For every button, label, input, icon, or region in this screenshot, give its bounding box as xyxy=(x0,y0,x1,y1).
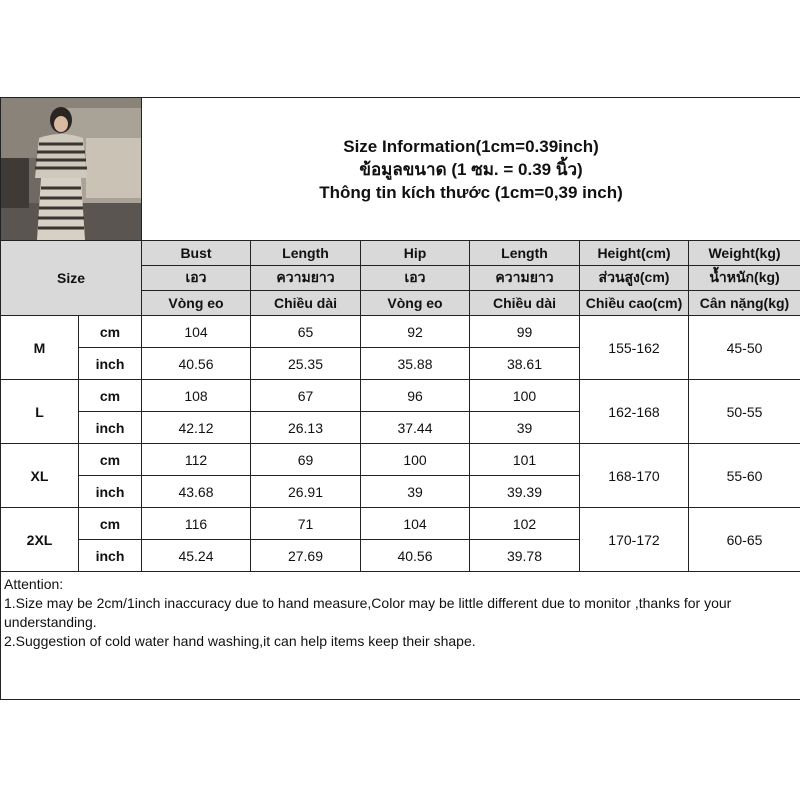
measure-cm: 96 xyxy=(361,380,470,412)
measure-inch: 26.91 xyxy=(251,476,361,508)
measure-inch: 40.56 xyxy=(361,540,470,572)
measure-cm: 104 xyxy=(142,316,251,348)
size-label: L xyxy=(1,380,79,444)
weight-range: 45-50 xyxy=(689,316,800,380)
height-range: 162-168 xyxy=(580,380,689,444)
notes-heading: Attention: xyxy=(4,576,64,592)
height-range: 170-172 xyxy=(580,508,689,572)
title-vietnamese: Thông tin kích thước (1cm=0,39 inch) xyxy=(319,182,623,202)
measure-cm: 101 xyxy=(470,444,580,476)
col-header-vi: Chiều dài xyxy=(251,291,361,316)
weight-range: 55-60 xyxy=(689,444,800,508)
measure-inch: 43.68 xyxy=(142,476,251,508)
col-header-th: ส่วนสูง(cm) xyxy=(580,266,689,291)
col-header-th: ความยาว xyxy=(470,266,580,291)
measure-inch: 39.39 xyxy=(470,476,580,508)
col-header-en: Length xyxy=(470,241,580,266)
col-header-th: เอว xyxy=(142,266,251,291)
title-english: Size Information(1cm=0.39inch) xyxy=(343,136,599,156)
measure-inch: 39 xyxy=(361,476,470,508)
measure-inch: 39 xyxy=(470,412,580,444)
measure-cm: 104 xyxy=(361,508,470,540)
weight-range: 50-55 xyxy=(689,380,800,444)
unit-label-inch: inch xyxy=(79,476,142,508)
title-block xyxy=(142,98,800,241)
col-header-th: ความยาว xyxy=(251,266,361,291)
unit-label-cm: cm xyxy=(79,316,142,348)
weight-range: 60-65 xyxy=(689,508,800,572)
unit-label-cm: cm xyxy=(79,508,142,540)
unit-label-cm: cm xyxy=(79,444,142,476)
col-header-en: Weight(kg) xyxy=(689,241,800,266)
col-header-th: เอว xyxy=(361,266,470,291)
measure-inch: 37.44 xyxy=(361,412,470,444)
title-thai: ข้อมูลขนาด (1 ซม. = 0.39 นิ้ว) xyxy=(359,159,583,179)
size-chart xyxy=(0,97,800,703)
measure-cm: 100 xyxy=(470,380,580,412)
measure-inch: 42.12 xyxy=(142,412,251,444)
unit-label-cm: cm xyxy=(79,380,142,412)
col-header-vi: Vòng eo xyxy=(361,291,470,316)
measure-cm: 100 xyxy=(361,444,470,476)
measure-inch: 40.56 xyxy=(142,348,251,380)
col-header-th: น้ำหนัก(kg) xyxy=(689,266,800,291)
col-header-vi: Chiều dài xyxy=(470,291,580,316)
measure-cm: 65 xyxy=(251,316,361,348)
col-header-vi: Vòng eo xyxy=(142,291,251,316)
unit-label-inch: inch xyxy=(79,540,142,572)
height-range: 155-162 xyxy=(580,316,689,380)
measure-cm: 92 xyxy=(361,316,470,348)
measure-cm: 112 xyxy=(142,444,251,476)
product-photo xyxy=(1,98,141,240)
col-header-en: Length xyxy=(251,241,361,266)
measure-inch: 25.35 xyxy=(251,348,361,380)
size-table xyxy=(0,97,800,700)
size-label: M xyxy=(1,316,79,380)
attention-notes xyxy=(1,572,800,700)
measure-cm: 99 xyxy=(470,316,580,348)
size-row-cm xyxy=(1,444,800,476)
measure-cm: 108 xyxy=(142,380,251,412)
measure-cm: 69 xyxy=(251,444,361,476)
size-row-cm xyxy=(1,316,800,348)
measure-inch: 26.13 xyxy=(251,412,361,444)
product-photo-cell xyxy=(1,98,142,241)
notes-line-1: 1.Size may be 2cm/1inch inaccuracy due to hand measure,Color may be little different due to monitor ,thanks for your understanding. xyxy=(4,595,732,630)
size-label: XL xyxy=(1,444,79,508)
col-header-vi: Chiều cao(cm) xyxy=(580,291,689,316)
size-label: 2XL xyxy=(1,508,79,572)
measure-inch: 39.78 xyxy=(470,540,580,572)
measure-cm: 102 xyxy=(470,508,580,540)
size-header: Size xyxy=(1,241,142,316)
col-header-en: Bust xyxy=(142,241,251,266)
measure-inch: 27.69 xyxy=(251,540,361,572)
measure-inch: 38.61 xyxy=(470,348,580,380)
measure-cm: 71 xyxy=(251,508,361,540)
col-header-en: Height(cm) xyxy=(580,241,689,266)
col-header-en: Hip xyxy=(361,241,470,266)
notes-line-2: 2.Suggestion of cold water hand washing,it can help items keep their shape. xyxy=(4,633,476,649)
measure-cm: 116 xyxy=(142,508,251,540)
unit-label-inch: inch xyxy=(79,348,142,380)
col-header-vi: Cân nặng(kg) xyxy=(689,291,800,316)
unit-label-inch: inch xyxy=(79,412,142,444)
size-row-cm xyxy=(1,380,800,412)
size-row-cm xyxy=(1,508,800,540)
measure-inch: 35.88 xyxy=(361,348,470,380)
height-range: 168-170 xyxy=(580,444,689,508)
measure-cm: 67 xyxy=(251,380,361,412)
measure-inch: 45.24 xyxy=(142,540,251,572)
